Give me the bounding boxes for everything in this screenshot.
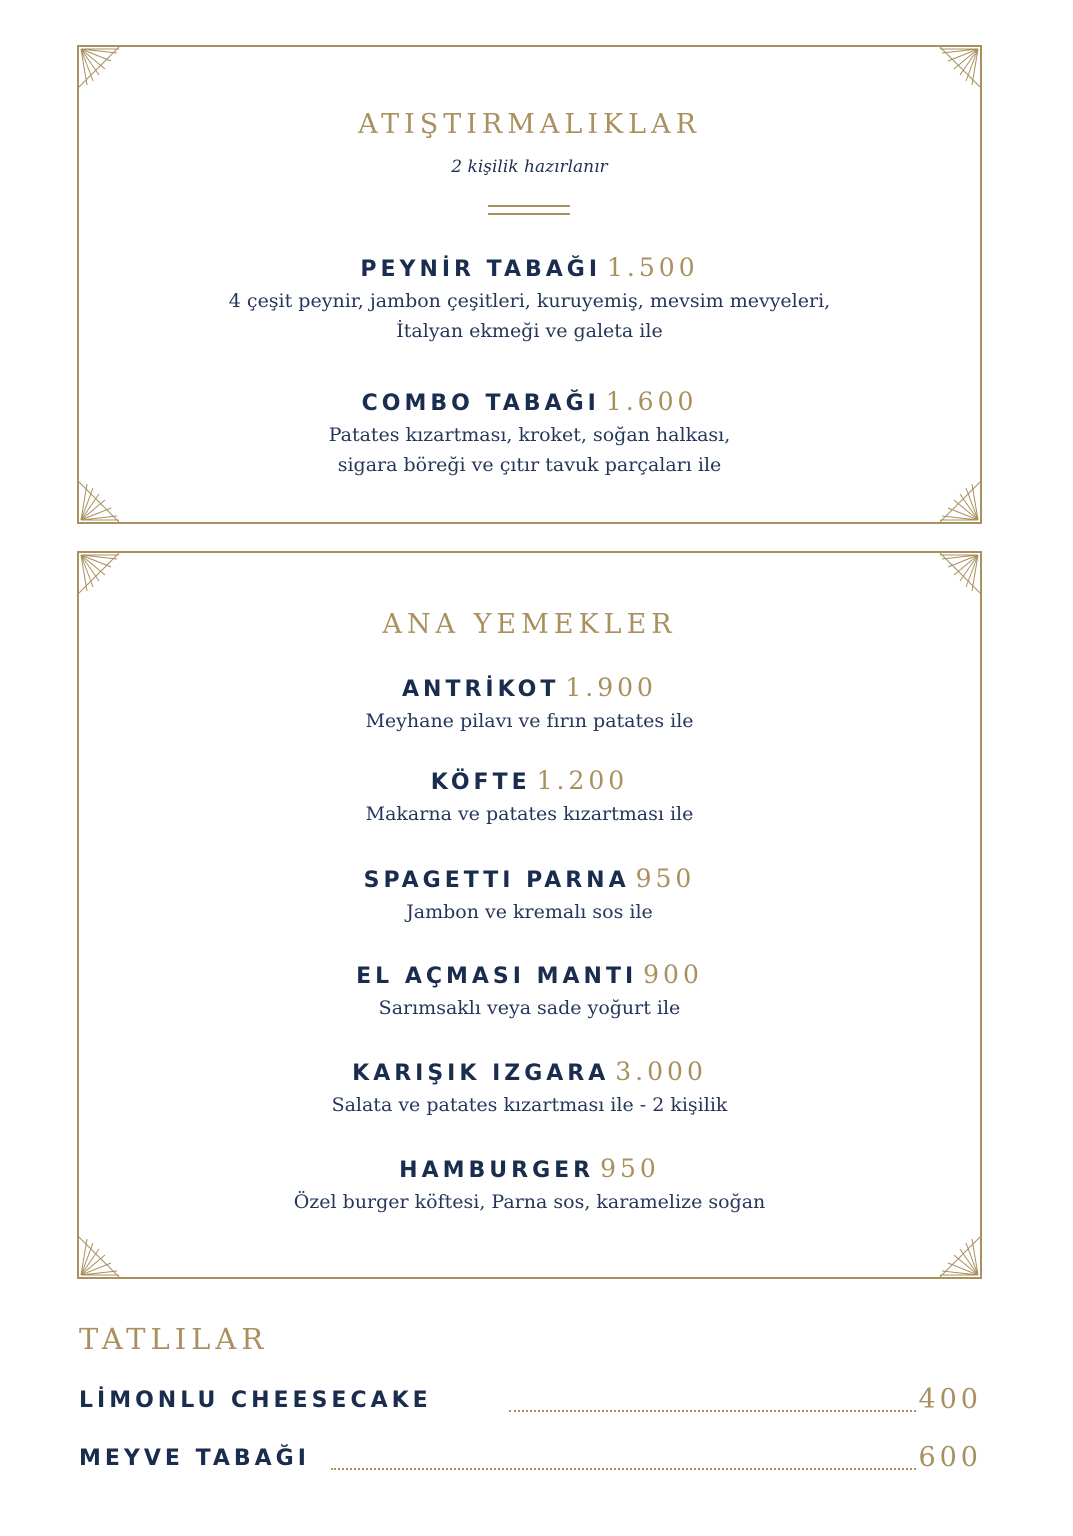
corner-ornament-icon xyxy=(934,47,980,93)
item-price: 1.500 xyxy=(607,253,699,282)
description-line: 4 çeşit peynir, jambon çeşitleri, kuruyemiş, mevsim mevyeleri, xyxy=(228,290,831,312)
item-name: PEYNİR TABAĞI xyxy=(360,257,602,282)
item-name: EL AÇMASI MANTI xyxy=(356,964,638,989)
menu-item xyxy=(79,673,980,736)
description-line: İtalyan ekmeği ve galeta ile xyxy=(396,320,663,342)
menu-item xyxy=(79,766,980,829)
description-line: Patates kızartması, kroket, soğan halkası, xyxy=(328,424,731,446)
item-price: 1.600 xyxy=(605,387,698,416)
menu-item xyxy=(79,253,980,346)
double-rule-divider xyxy=(488,205,570,215)
item-description xyxy=(79,993,980,1023)
menu-item xyxy=(79,1057,980,1120)
menu-item xyxy=(79,387,980,480)
snacks-section xyxy=(77,45,982,524)
section-subtitle: 2 kişilik hazırlanır xyxy=(451,157,608,177)
item-name: SPAGETTI PARNA xyxy=(363,868,630,893)
dessert-row xyxy=(79,1384,982,1424)
menu-item xyxy=(79,960,980,1023)
item-price: 900 xyxy=(643,960,703,989)
dessert-row xyxy=(79,1442,982,1482)
description-line: Sarımsaklı veya sade yoğurt ile xyxy=(378,997,681,1019)
corner-ornament-icon xyxy=(934,476,980,522)
item-price: 950 xyxy=(600,1154,660,1183)
corner-ornament-icon xyxy=(79,1231,125,1277)
menu-item xyxy=(79,1154,980,1217)
item-name: KARIŞIK IZGARA xyxy=(352,1061,610,1086)
mains-section xyxy=(77,551,982,1279)
item-price: 3.000 xyxy=(615,1057,707,1086)
item-name: ANTRİKOT xyxy=(402,677,560,702)
description-line: sigara böreği ve çıtır tavuk parçaları ile xyxy=(337,454,722,476)
item-description xyxy=(79,420,980,480)
corner-ornament-icon xyxy=(79,553,125,599)
dot-leader xyxy=(509,1408,916,1412)
corner-ornament-icon xyxy=(934,1231,980,1277)
item-description xyxy=(79,706,980,736)
menu-item xyxy=(79,864,980,927)
dessert-name: LİMONLU CHEESECAKE xyxy=(79,1388,432,1413)
item-description xyxy=(79,1090,980,1120)
item-name: KÖFTE xyxy=(430,770,531,795)
item-name: HAMBURGER xyxy=(399,1158,595,1183)
description-line: Salata ve patates kızartması ile - 2 kişilik xyxy=(331,1094,728,1116)
item-price: 1.200 xyxy=(536,766,629,795)
item-description xyxy=(79,897,980,927)
item-name: COMBO TABAĞI xyxy=(361,391,600,416)
item-description xyxy=(79,799,980,829)
dessert-price: 400 xyxy=(918,1384,982,1415)
corner-ornament-icon xyxy=(79,476,125,522)
section-title: ANA YEMEKLER xyxy=(382,609,677,640)
item-price: 950 xyxy=(635,864,696,893)
description-line: Meyhane pilavı ve fırın patates ile xyxy=(365,710,694,732)
corner-ornament-icon xyxy=(79,47,125,93)
item-price: 1.900 xyxy=(565,673,657,702)
description-line: Makarna ve patates kızartması ile xyxy=(365,803,694,825)
corner-ornament-icon xyxy=(934,553,980,599)
dot-leader xyxy=(331,1466,916,1470)
item-description xyxy=(79,1187,980,1217)
section-title: TATLILAR xyxy=(79,1322,269,1356)
dessert-price: 600 xyxy=(918,1442,982,1473)
description-line: Jambon ve kremalı sos ile xyxy=(406,901,653,923)
dessert-name: MEYVE TABAĞI xyxy=(79,1446,310,1471)
description-line: Özel burger köftesi, Parna sos, karamelize soğan xyxy=(293,1191,766,1213)
section-title: ATIŞTIRMALIKLAR xyxy=(358,109,701,140)
item-description xyxy=(79,286,980,346)
